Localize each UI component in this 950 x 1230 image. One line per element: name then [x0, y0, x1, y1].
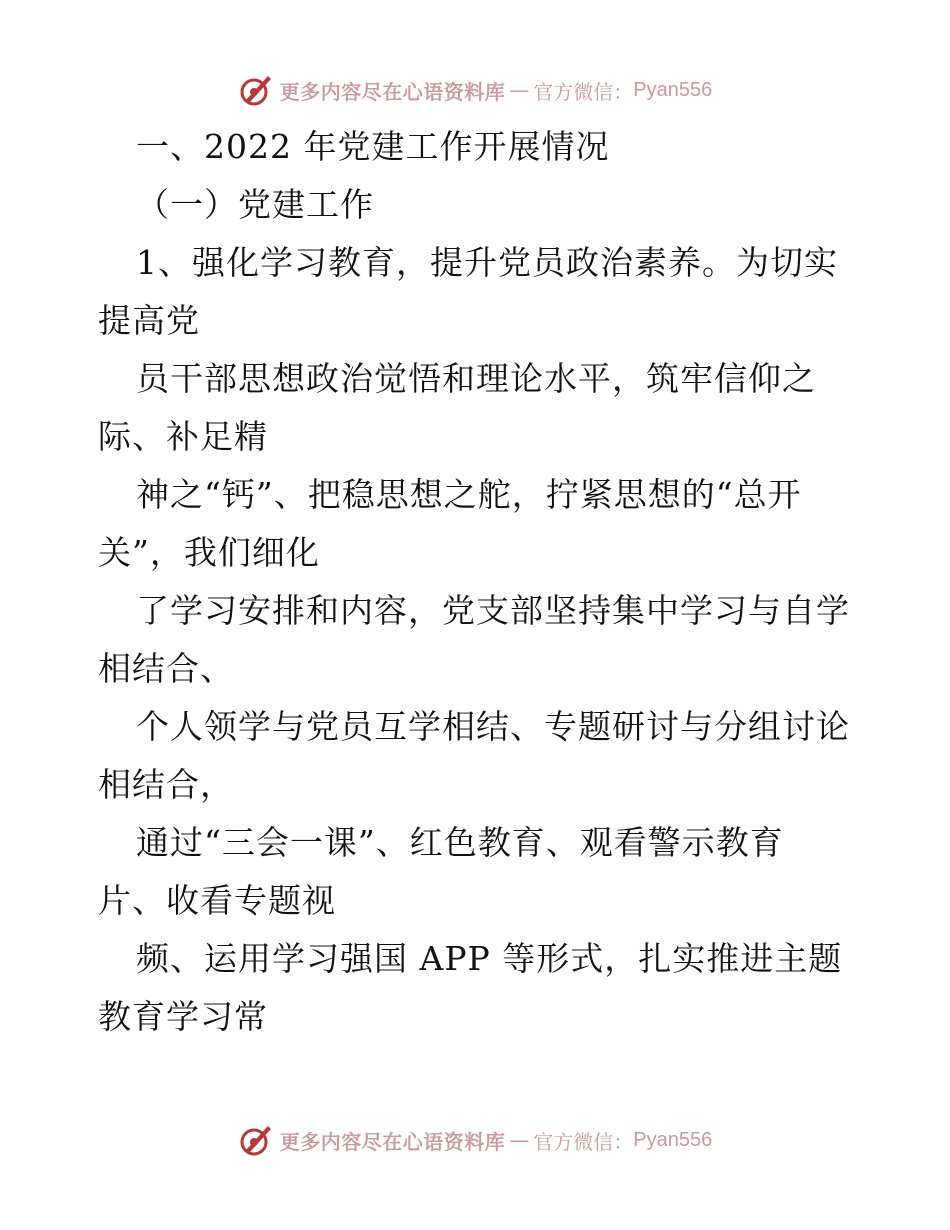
quill-pen-logo-icon — [238, 1122, 274, 1158]
header-banner-separator: — — [509, 78, 530, 102]
footer-banner-separator: — — [509, 1128, 530, 1152]
paragraph-line: 了学习安排和内容，党支部坚持集中学习与自学 — [136, 591, 850, 630]
footer-banner-label: 官方微信： — [533, 1129, 634, 1154]
header-banner-wechat-id: Pyan556 — [633, 78, 713, 101]
header-banner — [0, 70, 950, 110]
paragraph-line: 相结合， — [98, 765, 234, 804]
paragraph-line: 员干部思想政治觉悟和理论水平，筑牢信仰之 — [136, 359, 816, 398]
paragraph-line: 提高党 — [98, 301, 200, 340]
paragraph-line: 际、补足精 — [98, 417, 268, 456]
paragraph-line: 神之“钙”、把稳思想之舵，拧紧思想的“总开 — [136, 475, 802, 514]
footer-banner-text — [280, 1126, 712, 1155]
document-body — [98, 118, 858, 1046]
section-heading: 一、2022 年党建工作开展情况 — [136, 127, 610, 166]
header-banner-main: 更多内容尽在心语资料库 — [279, 79, 506, 104]
paragraph-line: 相结合、 — [98, 649, 234, 688]
paragraph-line: 1、强化学习教育，提升党员政治素养。为切实 — [136, 243, 838, 282]
footer-banner-wechat-id: Pyan556 — [633, 1128, 713, 1151]
footer-banner-main: 更多内容尽在心语资料库 — [279, 1129, 506, 1154]
footer-banner — [0, 1120, 950, 1160]
header-banner-label: 官方微信： — [533, 79, 634, 104]
paragraph-line: 通过“三会一课”、红色教育、观看警示教育 — [136, 823, 784, 862]
paragraph-line: 频、运用学习强国 APP 等形式，扎实推进主题 — [136, 939, 843, 978]
paragraph-line: 关”，我们细化 — [98, 533, 320, 572]
header-banner-text — [280, 76, 712, 105]
paragraph-line: 教育学习常 — [98, 997, 268, 1036]
paragraph-line: 片、收看专题视 — [98, 881, 336, 920]
subsection-heading: （一）党建工作 — [136, 185, 374, 224]
paragraph-line: 个人领学与党员互学相结、专题研讨与分组讨论 — [136, 707, 850, 746]
quill-pen-logo-icon — [238, 72, 274, 108]
